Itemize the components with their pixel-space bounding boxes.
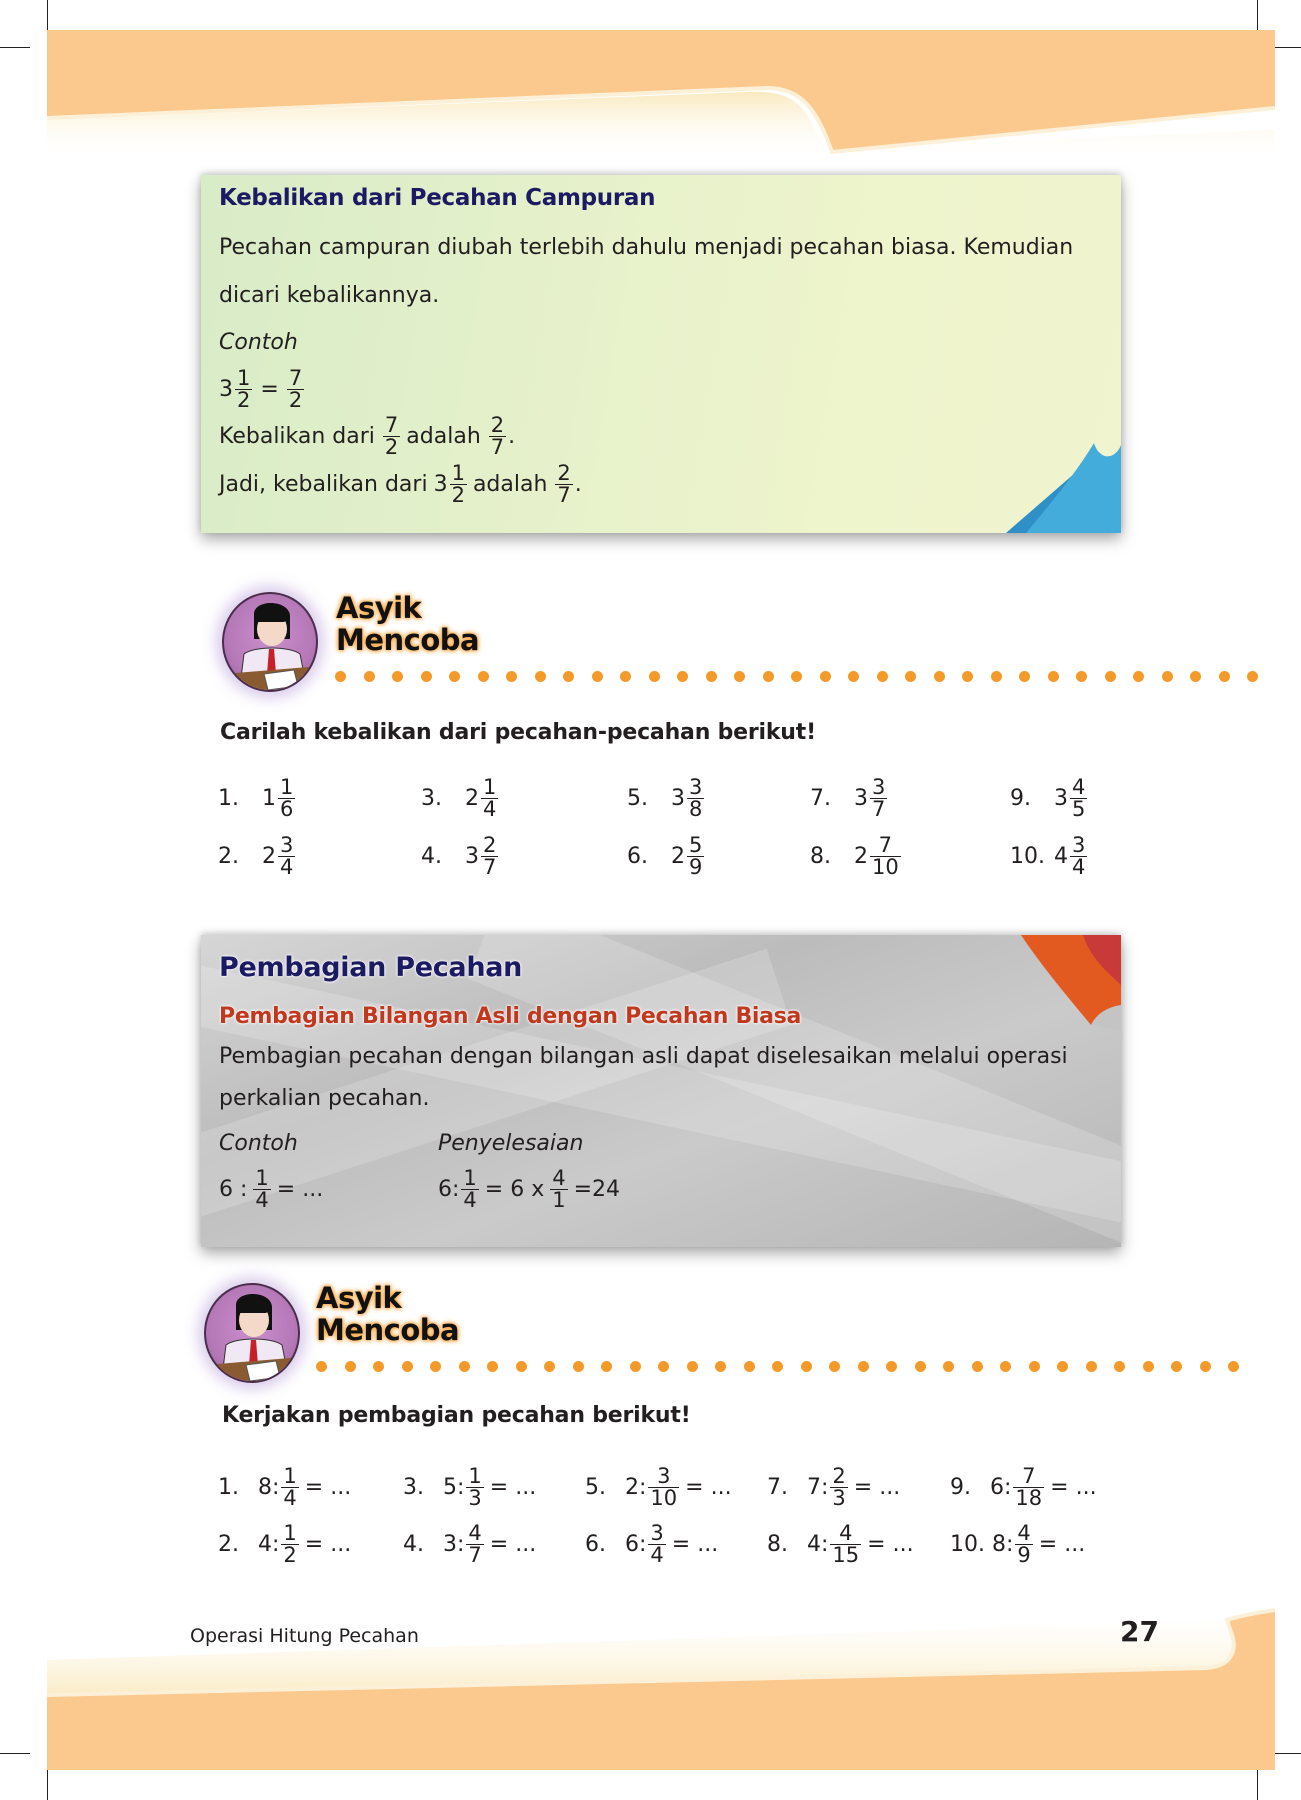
- crop-mark: [47, 1770, 48, 1800]
- dot: [1029, 1361, 1040, 1372]
- dot: [563, 671, 574, 682]
- answer-blank: = ...: [1038, 1532, 1086, 1557]
- dot: [1162, 671, 1173, 682]
- dividend: 6:: [625, 1532, 647, 1557]
- dot: [1048, 671, 1059, 682]
- equals-sign: =: [260, 377, 279, 402]
- dot: [763, 671, 774, 682]
- item-number: 2.: [218, 1532, 239, 1557]
- crop-mark: [1257, 1770, 1258, 1800]
- item-number: 8.: [767, 1532, 788, 1557]
- exercise-instruction: Carilah kebalikan dari pecahan-pecahan berikut!: [220, 720, 816, 745]
- crop-mark: [0, 1753, 30, 1754]
- section-badge-title: Asyik Mencoba: [316, 1281, 460, 1347]
- section-badge-title: Asyik Mencoba: [336, 591, 480, 657]
- fraction: $\frac{7}{18}$: [1015, 1464, 1043, 1510]
- item-number: 5.: [627, 786, 648, 811]
- fraction: $\frac{1}{3}$: [468, 1464, 482, 1510]
- item-number: 4.: [403, 1532, 424, 1557]
- dot: [744, 1361, 755, 1372]
- dot: [1190, 671, 1201, 682]
- crop-mark: [1257, 0, 1258, 30]
- dot: [392, 671, 403, 682]
- whole-number: 2: [671, 844, 685, 869]
- dot: [706, 671, 717, 682]
- exercise-item: [421, 777, 500, 820]
- crop-mark: [47, 0, 48, 30]
- exercise-item: [627, 835, 706, 878]
- dividend: 8:: [258, 1475, 280, 1500]
- dot: [516, 1361, 527, 1372]
- dot: [677, 671, 688, 682]
- fraction: $\frac{3}{10}$: [650, 1464, 678, 1510]
- answer-blank: = ...: [489, 1532, 537, 1557]
- fraction: $\frac{2}{7}$: [483, 833, 497, 879]
- item-number: 1.: [218, 1475, 239, 1500]
- item-number: 7.: [810, 786, 831, 811]
- whole-number: 3: [465, 844, 479, 869]
- dot: [915, 1361, 926, 1372]
- whole-number: 3: [1054, 786, 1068, 811]
- dividend: 5:: [443, 1475, 465, 1500]
- example-equation: 6 : $\frac{1}{4}$ = ...: [219, 1166, 324, 1212]
- fraction: $\frac{3}{4}$: [280, 833, 294, 879]
- student-illustration-icon: [206, 1285, 300, 1383]
- fraction: $\frac{4}{9}$: [1017, 1521, 1031, 1567]
- dot: [886, 1361, 897, 1372]
- fraction: $\frac{3}{4}$: [650, 1521, 664, 1567]
- crop-mark: [1271, 1753, 1301, 1754]
- item-number: 5.: [585, 1475, 606, 1500]
- solution-equation: 6: $\frac{1}{4}$ = 6 x $\frac{4}{1}$ =24: [438, 1166, 621, 1212]
- exercise-item: [950, 1466, 1097, 1509]
- fraction: $\frac{2}{3}$: [832, 1464, 846, 1510]
- crop-mark: [1271, 47, 1301, 48]
- exercise-item: [421, 835, 500, 878]
- fraction: $\frac{1}{6}$: [280, 775, 294, 821]
- dot: [877, 671, 888, 682]
- dot: [905, 671, 916, 682]
- section-title: Pembagian Pecahan: [219, 952, 523, 983]
- fraction: $\frac{4}{15}$: [832, 1521, 860, 1567]
- answer-blank: = ...: [1050, 1475, 1097, 1500]
- dot: [791, 671, 802, 682]
- dot: [934, 671, 945, 682]
- item-number: 3.: [403, 1475, 424, 1500]
- crop-mark: [0, 47, 30, 48]
- fraction: $\frac{1}{4}$: [463, 1166, 477, 1212]
- fraction: $\frac{2}{7}$: [490, 413, 505, 459]
- dot: [535, 671, 546, 682]
- answer-blank: = ...: [304, 1475, 352, 1500]
- answer-blank: = ...: [853, 1475, 901, 1500]
- item-number: 8.: [810, 844, 831, 869]
- whole-number: 3: [671, 786, 685, 811]
- whole-number: 2: [262, 844, 276, 869]
- item-number: 3.: [421, 786, 442, 811]
- dividend: 6:: [990, 1475, 1012, 1500]
- answer-blank: = ...: [304, 1532, 352, 1557]
- math-equation: [219, 368, 306, 411]
- exercise-item: [627, 777, 706, 820]
- dot: [573, 1361, 584, 1372]
- dot: [687, 1361, 698, 1372]
- fraction: $\frac{3}{8}$: [689, 775, 703, 821]
- student-illustration-icon: [224, 594, 318, 692]
- dot: [1114, 1361, 1125, 1372]
- dot: [506, 671, 517, 682]
- dot: [478, 671, 489, 682]
- fraction: $\frac{1}{4}$: [255, 1166, 269, 1212]
- fraction: $\frac{7}{10}$: [872, 833, 899, 879]
- dot: [1200, 1361, 1211, 1372]
- item-number: 2.: [218, 844, 239, 869]
- item-number: 9.: [950, 1475, 971, 1500]
- section-title: Kebalikan dari Pecahan Campuran: [219, 185, 656, 211]
- fraction: $\frac{5}{9}$: [689, 833, 703, 879]
- item-number: 10.: [950, 1532, 985, 1557]
- dot: [1000, 1361, 1011, 1372]
- whole-number: 2: [465, 786, 479, 811]
- dot: [544, 1361, 555, 1372]
- item-number: 10.: [1010, 844, 1045, 869]
- item-number: 9.: [1010, 786, 1031, 811]
- dotted-divider: [335, 671, 1258, 682]
- dot: [972, 1361, 983, 1372]
- dot: [1019, 671, 1030, 682]
- item-number: 6.: [627, 844, 648, 869]
- fraction: $\frac{1}{4}$: [283, 1464, 297, 1510]
- dot: [1143, 1361, 1154, 1372]
- dividend: 2:: [625, 1475, 647, 1500]
- item-number: 1.: [218, 786, 239, 811]
- section-subtitle: Pembagian Bilangan Asli dengan Pecahan Biasa: [219, 1004, 802, 1029]
- answer-blank: = ...: [671, 1532, 719, 1557]
- footer-chapter-title: Operasi Hitung Pecahan: [190, 1625, 419, 1647]
- dot: [449, 671, 460, 682]
- fraction: $\frac{1}{2}$: [451, 461, 465, 507]
- dot: [658, 1361, 669, 1372]
- answer-blank: = ...: [685, 1475, 732, 1500]
- paragraph: dicari kebalikannya.: [219, 283, 440, 308]
- fraction: $\frac{1}{2}$: [237, 366, 251, 412]
- example-label: Contoh: [219, 1131, 298, 1156]
- dot: [848, 671, 859, 682]
- exercise-item: [1010, 777, 1089, 820]
- exercise-instruction: Kerjakan pembagian pecahan berikut!: [222, 1403, 691, 1428]
- exercise-item: [585, 1466, 732, 1509]
- dot: [620, 671, 631, 682]
- dot: [402, 1361, 413, 1372]
- page-curl-red-icon: [1021, 935, 1121, 1030]
- exercise-item: [403, 1523, 536, 1566]
- exercise-item: [810, 835, 903, 878]
- top-banner-decoration: [47, 30, 1275, 160]
- fraction: $\frac{7}{2}$: [384, 413, 399, 459]
- fraction: $\frac{4}{7}$: [468, 1521, 482, 1567]
- math-sentence: Jadi, kebalikan dari 3 $\frac{1}{2}$ adalah $\frac{2}{7}$ .: [219, 461, 582, 507]
- fraction: $\frac{1}{4}$: [483, 775, 497, 821]
- dividend: 3:: [443, 1532, 465, 1557]
- fraction: $\frac{4}{1}$: [552, 1166, 566, 1212]
- dot: [858, 1361, 869, 1372]
- dot: [459, 1361, 470, 1372]
- whole-number: 3: [854, 786, 868, 811]
- math-sentence: Kebalikan dari $\frac{7}{2}$ adalah $\frac{2}{7}$ .: [219, 413, 516, 459]
- solution-label: Penyelesaian: [438, 1131, 584, 1156]
- dot: [316, 1361, 327, 1372]
- dot: [1057, 1361, 1068, 1372]
- dot: [801, 1361, 812, 1372]
- fraction: $\frac{3}{7}$: [872, 775, 886, 821]
- fraction: $\frac{1}{2}$: [283, 1521, 297, 1567]
- dot: [487, 1361, 498, 1372]
- whole-number: 4: [1054, 844, 1068, 869]
- dot: [430, 1361, 441, 1372]
- item-number: 6.: [585, 1532, 606, 1557]
- dot: [962, 671, 973, 682]
- paragraph: Pecahan campuran diubah terlebih dahulu menjadi pecahan biasa. Kemudian: [219, 235, 1074, 260]
- exercise-item: [218, 1466, 351, 1509]
- dot: [345, 1361, 356, 1372]
- whole-number: 1: [262, 786, 276, 811]
- whole-number: 2: [854, 844, 868, 869]
- dot: [592, 671, 603, 682]
- paragraph: Pembagian pecahan dengan bilangan asli dapat diselesaikan melalui operasi: [219, 1044, 1068, 1069]
- dot: [1219, 671, 1230, 682]
- exercise-item: [767, 1466, 900, 1509]
- student-avatar: [222, 592, 318, 692]
- dot: [1086, 1361, 1097, 1372]
- example-label: Contoh: [219, 330, 298, 355]
- dot: [335, 671, 346, 682]
- answer-blank: = ...: [867, 1532, 914, 1557]
- dot: [991, 671, 1002, 682]
- exercise-item: [218, 1523, 351, 1566]
- dot: [829, 1361, 840, 1372]
- fraction: $\frac{3}{4}$: [1072, 833, 1086, 879]
- exercise-item: [1010, 835, 1089, 878]
- exercise-item: [218, 777, 297, 820]
- dot: [630, 1361, 641, 1372]
- dividend: 8:: [992, 1532, 1014, 1557]
- dot: [1133, 671, 1144, 682]
- answer-blank: = ...: [489, 1475, 537, 1500]
- dot: [1105, 671, 1116, 682]
- exercise-item: [403, 1466, 536, 1509]
- dot: [373, 1361, 384, 1372]
- item-number: 4.: [421, 844, 442, 869]
- dot: [421, 671, 432, 682]
- page-curl-blue-icon: [1006, 433, 1121, 533]
- whole-number: 3: [219, 377, 233, 402]
- fraction: $\frac{2}{7}$: [557, 461, 571, 507]
- exercise-item: [810, 777, 889, 820]
- dot: [1171, 1361, 1182, 1372]
- paragraph: perkalian pecahan.: [219, 1086, 430, 1111]
- dot: [364, 671, 375, 682]
- dot: [1076, 671, 1087, 682]
- dot: [943, 1361, 954, 1372]
- dot: [1247, 671, 1258, 682]
- page-number: 27: [1120, 1615, 1159, 1648]
- dot: [715, 1361, 726, 1372]
- exercise-item: [950, 1523, 1085, 1566]
- dot: [734, 671, 745, 682]
- exercise-item: [767, 1523, 914, 1566]
- fraction: $\frac{4}{5}$: [1072, 775, 1086, 821]
- dividend: 4:: [807, 1532, 829, 1557]
- dot: [772, 1361, 783, 1372]
- item-number: 7.: [767, 1475, 788, 1500]
- dividend: 7:: [807, 1475, 829, 1500]
- dotted-divider: [316, 1361, 1239, 1372]
- exercise-item: [218, 835, 297, 878]
- dot: [820, 671, 831, 682]
- dot: [649, 671, 660, 682]
- dot: [1228, 1361, 1239, 1372]
- dot: [601, 1361, 612, 1372]
- exercise-item: [585, 1523, 718, 1566]
- dividend: 4:: [258, 1532, 280, 1557]
- fraction: $\frac{7}{2}$: [288, 366, 303, 412]
- student-avatar: [204, 1283, 300, 1383]
